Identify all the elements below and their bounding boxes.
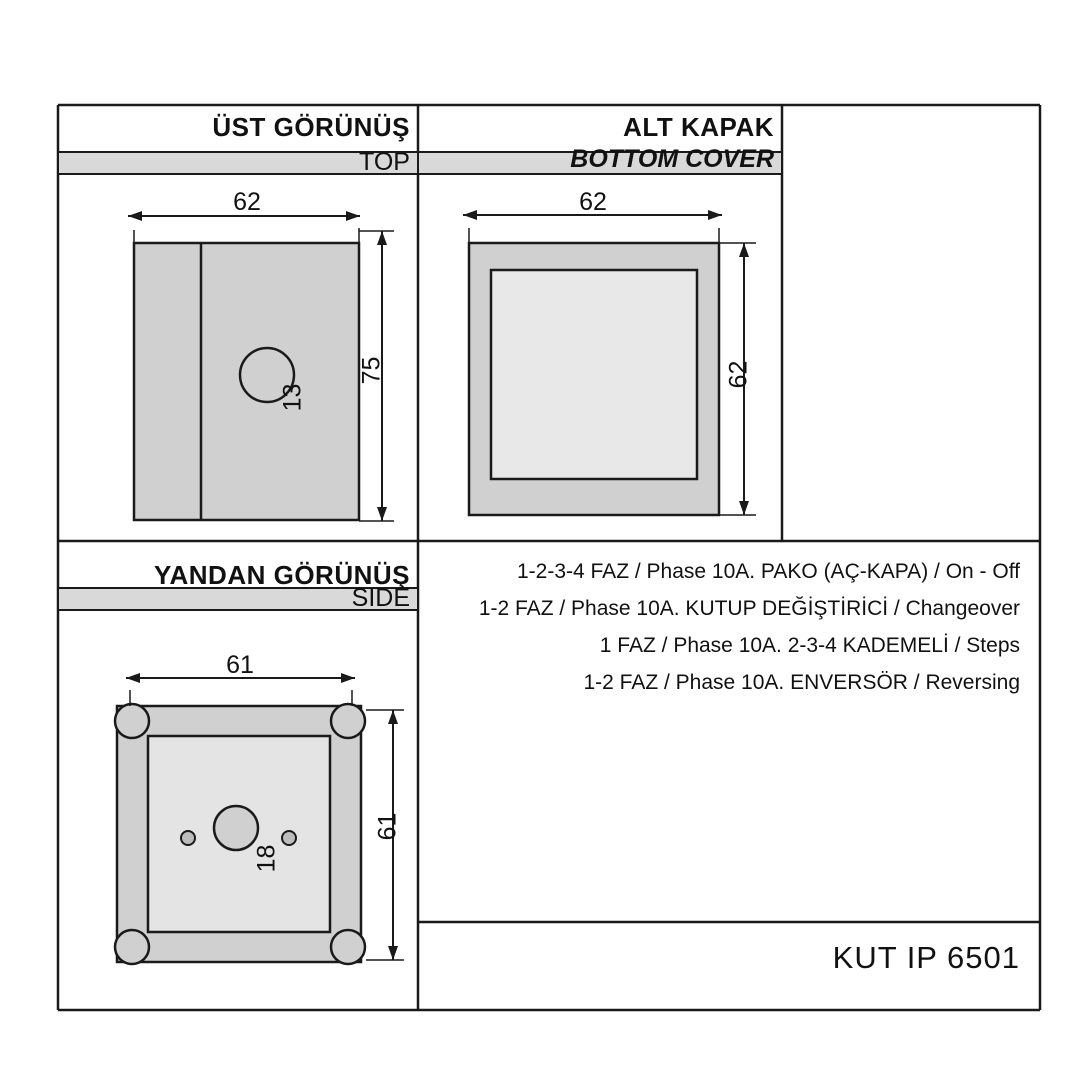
top-view-height-arrow-bottom bbox=[377, 507, 387, 521]
side-view-small-hole-right bbox=[282, 831, 296, 845]
side-view-small-hole-left bbox=[181, 831, 195, 845]
top-panel-title-en: TOP bbox=[359, 148, 410, 176]
side-view-width-value: 61 bbox=[226, 651, 254, 679]
top-panel-title-tr: ÜST GÖRÜNÜŞ bbox=[212, 112, 410, 142]
top-view-height-value: 75 bbox=[357, 356, 386, 385]
part-number: KUT IP 6501 bbox=[832, 940, 1020, 975]
side-view-height-value: 61 bbox=[373, 812, 402, 841]
top-view-width-arrow-right bbox=[346, 211, 360, 221]
side-view-hole-value: 18 bbox=[252, 844, 281, 873]
side-view-width-arrow-left bbox=[126, 673, 140, 683]
bottom-cover-height-arrow-top bbox=[739, 243, 749, 257]
bottom-cover-width-arrow-left bbox=[463, 210, 477, 220]
side-view-center-hole bbox=[214, 806, 258, 850]
spec-line-4: 1-2 FAZ / Phase 10A. ENVERSÖR / Reversing bbox=[583, 671, 1020, 694]
bottom-cover-drawing bbox=[463, 210, 756, 515]
bottom-cover-title-tr: ALT KAPAK bbox=[623, 112, 774, 142]
bottom-cover-width-arrow-right bbox=[708, 210, 722, 220]
bottom-cover-title-en: BOTTOM COVER bbox=[570, 145, 774, 173]
top-view-width-arrow-left bbox=[128, 211, 142, 221]
side-view-width-arrow-right bbox=[341, 673, 355, 683]
spec-line-1: 1-2-3-4 FAZ / Phase 10A. PAKO (AÇ-KAPA) / On - Off bbox=[516, 560, 1020, 583]
top-view-hole-value: 13 bbox=[278, 383, 307, 412]
side-panel-title-tr: YANDAN GÖRÜNÜŞ bbox=[154, 560, 410, 590]
bottom-cover-height-arrow-bottom bbox=[739, 501, 749, 515]
spec-line-3: 1 FAZ / Phase 10A. 2-3-4 KADEMELİ / Steps bbox=[599, 634, 1020, 657]
top-view-width-value: 62 bbox=[233, 188, 261, 216]
side-view-corner-hole-bl bbox=[115, 930, 149, 964]
bottom-cover-width-value: 62 bbox=[579, 188, 607, 216]
bottom-cover-height-value: 62 bbox=[724, 360, 753, 389]
spec-line-2: 1-2 FAZ / Phase 10A. KUTUP DEĞİŞTİRİCİ / Changeover bbox=[478, 597, 1020, 620]
side-view-corner-hole-tr bbox=[331, 704, 365, 738]
side-view-corner-hole-br bbox=[331, 930, 365, 964]
side-view-corner-hole-tl bbox=[115, 704, 149, 738]
side-view-height-arrow-top bbox=[388, 710, 398, 724]
side-panel-title-en: SIDE bbox=[351, 584, 410, 612]
top-view-drawing bbox=[128, 211, 394, 521]
side-view-height-arrow-bottom bbox=[388, 946, 398, 960]
top-view-height-arrow-top bbox=[377, 231, 387, 245]
bottom-cover-inner bbox=[491, 270, 697, 479]
